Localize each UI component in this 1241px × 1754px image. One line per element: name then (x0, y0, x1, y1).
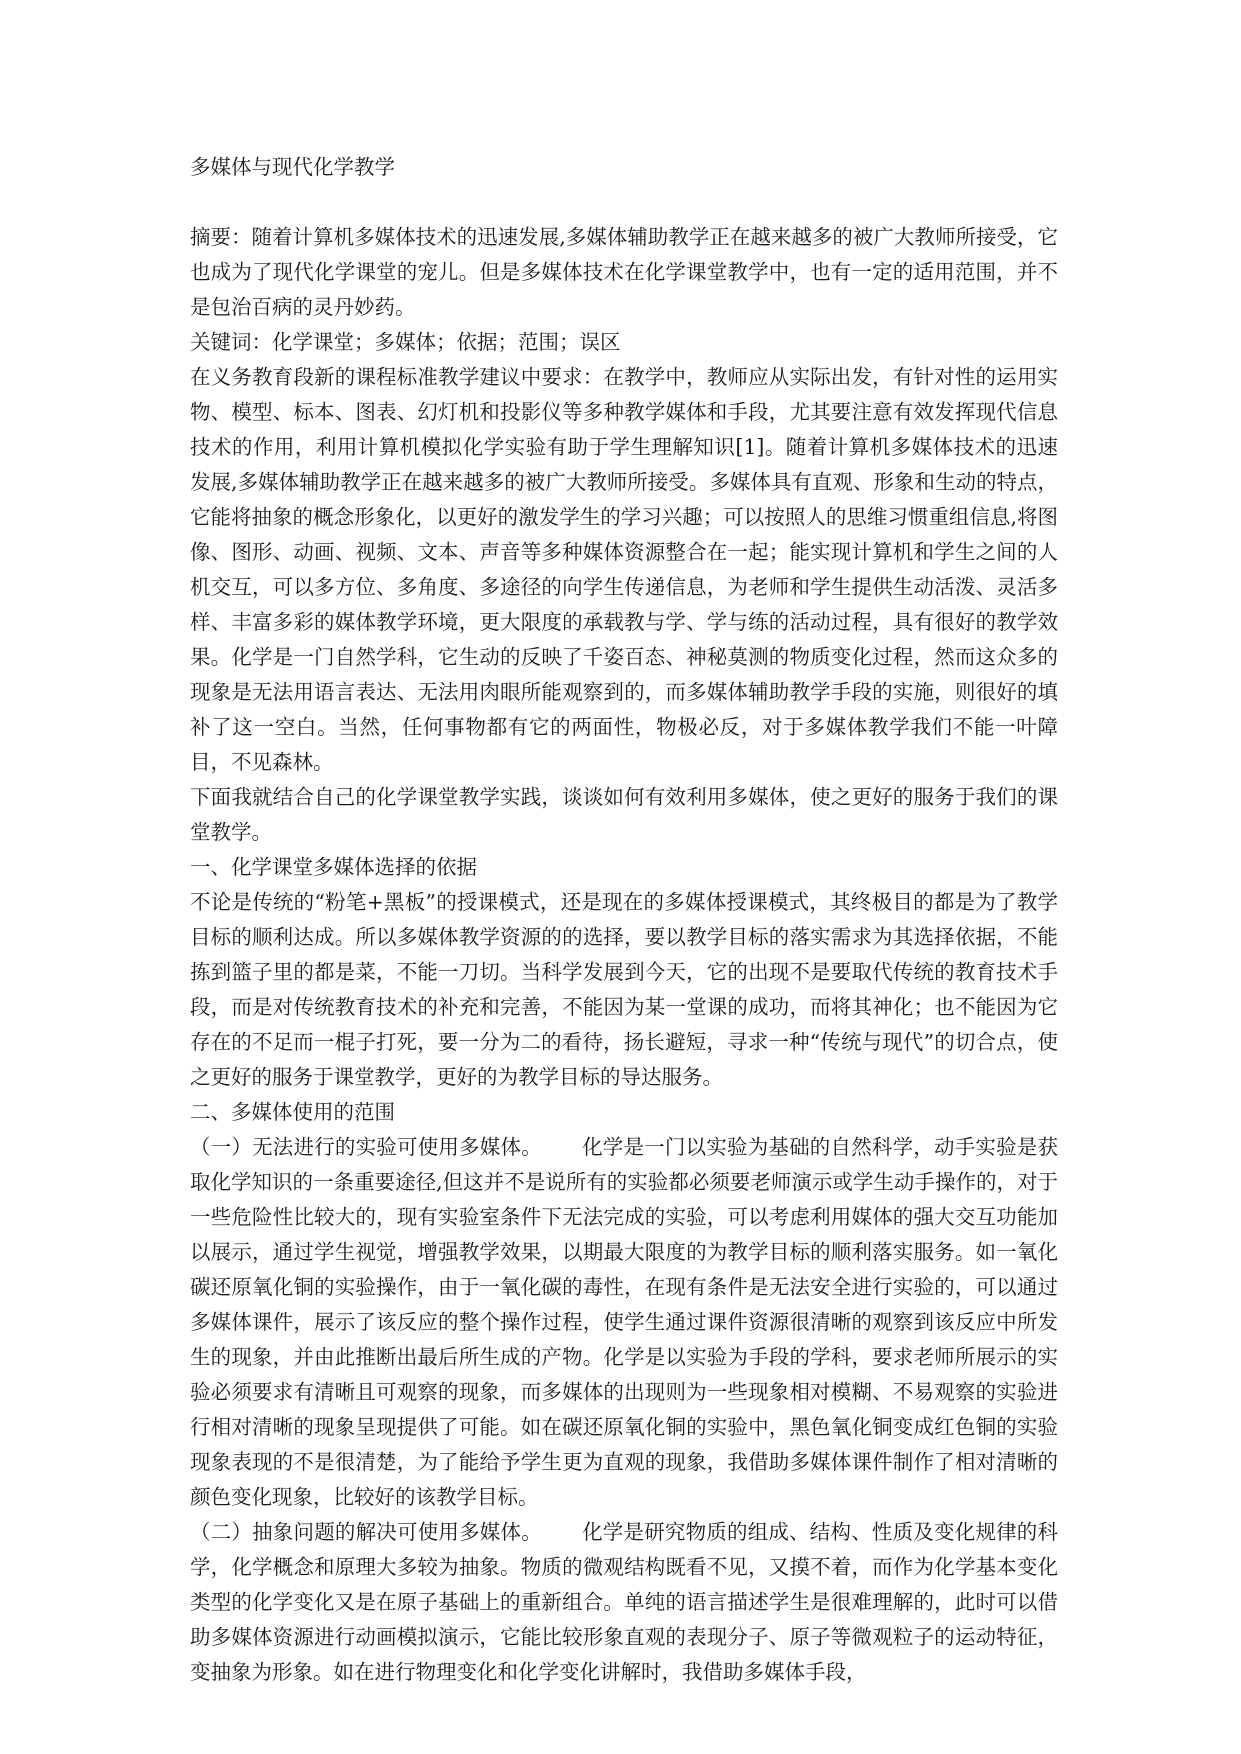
section-2-heading: 二、多媒体使用的范围 (190, 1100, 395, 1124)
subsection-1-body: 化学是一门以实验为基础的自然科学，动手实验是获取化学知识的一条重要途径,但这并不是说所有的实验都必须要老师演示或学生动手操作的，对于一些危险性比较大的，现有实验室条件下无法完成的实验，可以考虑利用媒体的强大交互功能加以展示，通过学生视觉，增强教学效果，以期最大限度的为教学目标的顺利落实服务。如一氧化碳还原氧化铜的实验操作，由于一氧化碳的毒性，在现有条件是无法安全进行实验的，可以通过多媒体课件，展示了该反应的整个操作过程，使学生通过课件资源很清晰的观察到该反应中所发生的现象，并由此推断出最后所生成的产物。化学是以实验为手段的学科，要求老师所展示的实验必须要求有清晰且可观察的现象，而多媒体的出现则为一些现象相对模糊、不易观察的实验进行相对清晰的现象呈现提供了可能。如在碳还原氧化铜的实验中，黑色氧化铜变成红色铜的实验现象表现的不是很清楚，为了能给予学生更为直观的现象，我借助多媒体课件制作了相对清晰的颜色变化现象，比较好的该教学目标。 (190, 1135, 1059, 1509)
section-1-body: 不论是传统的“粉笔+黑板”的授课模式，还是现在的多媒体授课模式，其终极目的都是为了教学目标的顺利达成。所以多媒体教学资源的的选择，要以教学目标的落实需求为其选择依据，不能拣到篮子里的都是菜，不能一刀切。当科学发展到今天，它的出现不是要取代传统的教育技术手段，而是对传统教育技术的补充和完善，不能因为某一堂课的成功，而将其神化；也不能因为它存在的不足而一棍子打死，要一分为二的看待，扬长避短，寻求一种“传统与现代”的切合点，使之更好的服务于课堂教学，更好的为教学目标的导达服务。 (190, 890, 1058, 1089)
document-body (190, 150, 1058, 1690)
subsection-2 (190, 1515, 1058, 1690)
subsection-2-heading: （二）抽象问题的解决可使用多媒体。 (190, 1520, 542, 1544)
intro-paragraph-2: 下面我就结合自己的化学课堂教学实践，谈谈如何有效利用多媒体，使之更好的服务于我们的课堂教学。 (190, 785, 1058, 844)
section-1-heading: 一、化学课堂多媒体选择的依据 (190, 855, 477, 879)
abstract-paragraph: 摘要：随着计算机多媒体技术的迅速发展,多媒体辅助教学正在越来越多的被广大教师所接受，它也成为了现代化学课堂的宠儿。但是多媒体技术在化学课堂教学中，也有一定的适用范围，并不是包治百病的灵丹妙药。 (190, 225, 1058, 319)
subsection-1 (190, 1130, 1058, 1515)
subsection-1-heading: （一）无法进行的实验可使用多媒体。 (190, 1135, 542, 1159)
keywords-line: 关键词：化学课堂；多媒体；依据；范围；误区 (190, 330, 621, 354)
document-title: 多媒体与现代化学教学 (190, 155, 395, 179)
intro-paragraph: 在义务教育段新的课程标准教学建议中要求：在教学中，教师应从实际出发，有针对性的运用实物、模型、标本、图表、幻灯机和投影仪等多种教学媒体和手段，尤其要注意有效发挥现代信息技术的作用，利用计算机模拟化学实验有助于学生理解知识[1]。随着计算机多媒体技术的迅速发展,多媒体辅助教学正在越来越多的被广大教师所接受。多媒体具有直观、形象和生动的特点，它能将抽象的概念形象化，以更好的激发学生的学习兴趣；可以按照人的思维习惯重组信息,将图像、图形、动画、视频、文本、声音等多种媒体资源整合在一起；能实现计算机和学生之间的人机交互，可以多方位、多角度、多途径的向学生传递信息，为老师和学生提供生动活泼、灵活多样、丰富多彩的媒体教学环境，更大限度的承载教与学、学与练的活动过程，具有很好的教学效果。化学是一门自然学科，它生动的反映了千姿百态、神秘莫测的物质变化过程，然而这众多的现象是无法用语言表达、无法用肉眼所能观察到的，而多媒体辅助教学手段的实施，则很好的填补了这一空白。当然，任何事物都有它的两面性，物极必反，对于多媒体教学我们不能一叶障目，不见森林。 (190, 365, 1058, 774)
subsection-2-body: 化学是研究物质的组成、结构、性质及变化规律的科学，化学概念和原理大多较为抽象。物质的微观结构既看不见，又摸不着，而作为化学基本变化类型的化学变化又是在原子基础上的重新组合。单纯的语言描述学生是很难理解的，此时可以借助多媒体资源进行动画模拟演示，它能比较形象直观的表现分子、原子等微观粒子的运动特征，变抽象为形象。如在进行物理变化和化学变化讲解时，我借助多媒体手段， (190, 1520, 1059, 1684)
